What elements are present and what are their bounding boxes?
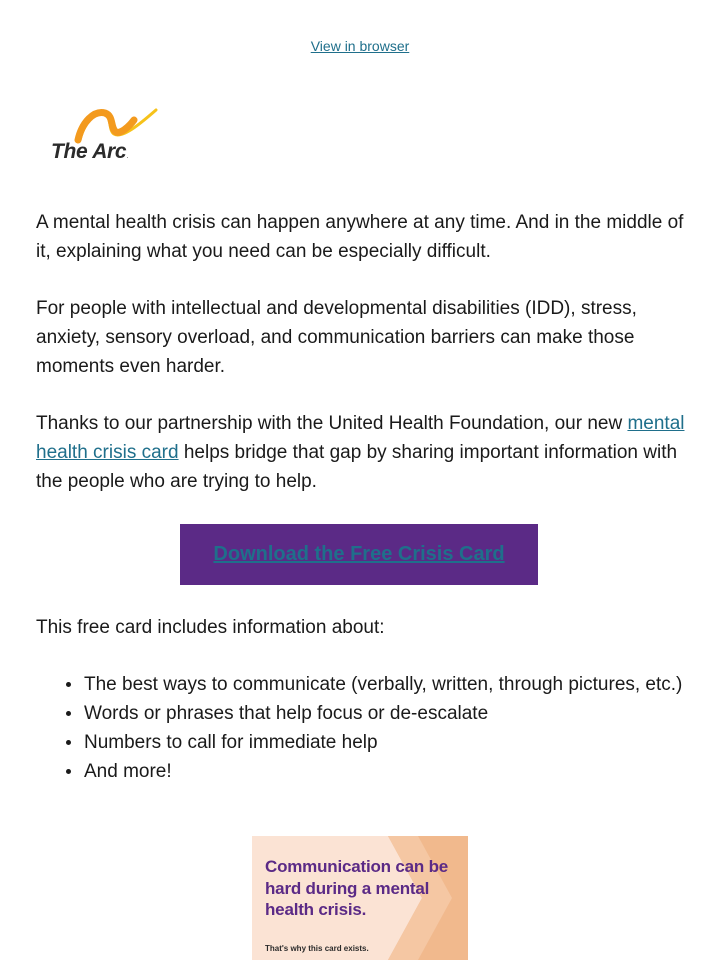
list-item: Numbers to call for immediate help bbox=[84, 728, 686, 757]
list-item: And more! bbox=[84, 757, 686, 786]
list-intro: This free card includes information about: bbox=[36, 617, 385, 638]
feature-list bbox=[36, 670, 686, 786]
email-body bbox=[36, 208, 686, 786]
list-item: Words or phrases that help focus or de-escalate bbox=[84, 699, 686, 728]
the-arc-logo[interactable] bbox=[48, 106, 164, 166]
crisis-card-link[interactable]: mental health crisis card bbox=[36, 413, 685, 463]
crisis-card-image[interactable] bbox=[252, 836, 468, 960]
cta-container bbox=[36, 524, 686, 585]
download-crisis-card-button[interactable]: Download the Free Crisis Card bbox=[180, 524, 538, 585]
card-headline: Communication can be hard during a mental health crisis. bbox=[265, 857, 449, 919]
paragraph-partnership: Thanks to our partnership with the United Health Foundation, our new mental health crisis card helps bridge that gap by sharing important information with the people who are trying to help. bbox=[36, 413, 685, 492]
list-item: The best ways to communicate (verbally, written, through pictures, etc.) bbox=[84, 670, 686, 699]
view-in-browser-bar bbox=[0, 37, 720, 55]
view-in-browser-link[interactable]: View in browser bbox=[310, 38, 410, 54]
paragraph-intro: A mental health crisis can happen anywhere at any time. And in the middle of it, explaining what you need can be especially difficult. bbox=[36, 212, 684, 262]
logo-wordmark: The Arc. bbox=[51, 140, 128, 163]
card-subtitle: That's why this card exists. bbox=[265, 944, 369, 953]
paragraph-idd: For people with intellectual and developmental disabilities (IDD), stress, anxiety, sensory overload, and communication barriers can make those moments even harder. bbox=[36, 298, 637, 377]
